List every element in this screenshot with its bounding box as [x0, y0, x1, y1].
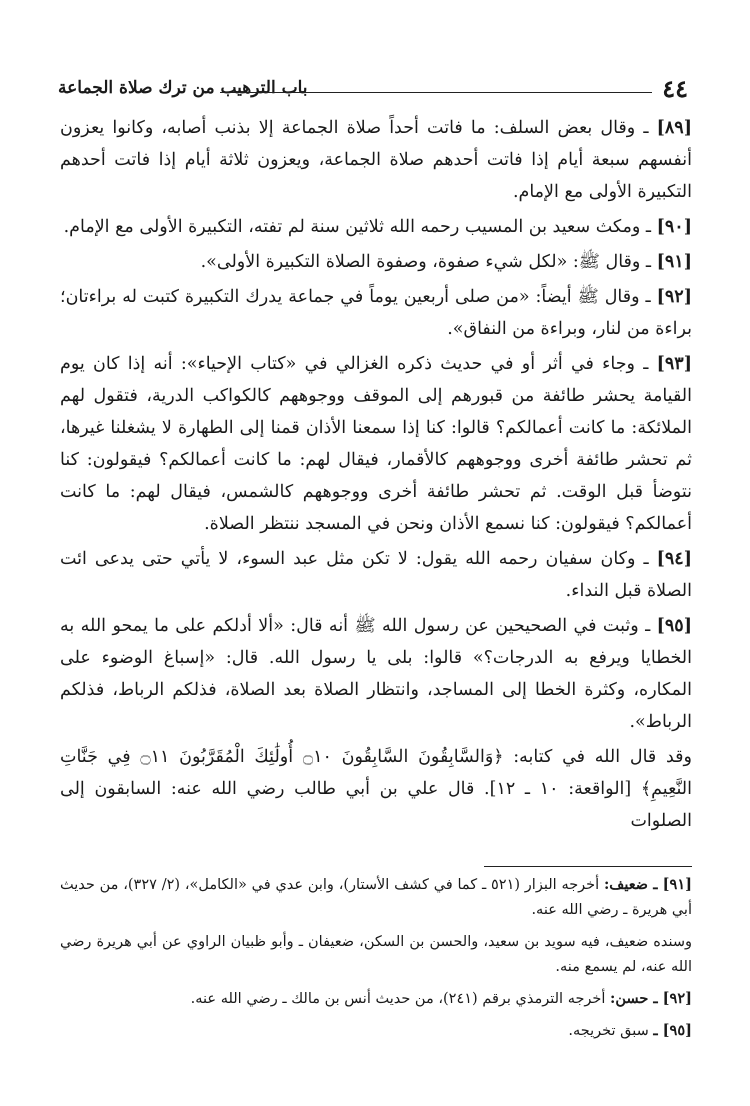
paragraph-number: [٩٠]: [656, 217, 692, 237]
footnote-text: أخرجه الترمذي برقم (٢٤١)، من حديث أنس بن مالك ـ رضي الله عنه.: [190, 991, 611, 1007]
paragraph-number: [٩٥]: [656, 616, 692, 636]
paragraph-text: وقد قال الله في كتابه: ﴿وَالسَّابِقُونَ السَّابِقُونَ ۝١٠ أُولَٰئِكَ الْمُقَرَّبُونَ ۝١١ فِي جَنَّاتِ النَّعِيمِ﴾ [الواقعة: ١٠ ـ ١٢]. قال علي بن أبي طالب رضي الله عنه: السابقون إلى الصلوات: [60, 747, 692, 831]
page-header: [58, 68, 688, 108]
paragraph-text: ـ وكان سفيان رحمه الله يقول: لا تكن مثل عبد السوء، لا يأتي حتى يدعى ائت الصلاة قبل النداء.: [60, 549, 692, 601]
footnote-91-cont: [60, 929, 692, 980]
paragraph-number: [٩٤]: [656, 549, 692, 569]
footnote-95: [60, 1018, 692, 1044]
paragraph-92: [60, 281, 692, 345]
paragraph-89: [60, 112, 692, 208]
paragraph-number: [٩١]: [656, 252, 692, 272]
paragraph-93: [60, 348, 692, 540]
footnote-label: [٩١] ـ ضعيف:: [603, 876, 692, 893]
running-title: باب الترهيب من ترك صلاة الجماعة: [58, 78, 308, 98]
paragraph-text: ـ وقال ﷺ: «لكل شيء صفوة، وصفوة الصلاة التكبيرة الأولى».: [200, 252, 657, 272]
paragraph-text: ـ وقال بعض السلف: ما فاتت أحداً صلاة الجماعة إلا بذنب أصابه، وكانوا يعزون أنفسهم سبعة أيام إذا فاتت أحدهم صلاة الجماعة، ويعزون ثلاثة أيام إذا فاتت أحدهم التكبيرة الأولى مع الإمام.: [60, 118, 692, 202]
main-text: [60, 112, 692, 840]
paragraph-number: [٩٢]: [656, 287, 692, 307]
footnotes: [60, 872, 692, 1050]
footnote-label: [٩٢] ـ حسن:: [610, 990, 692, 1007]
paragraph-text: ـ ومكث سعيد بن المسيب رحمه الله ثلاثين سنة لم تفته، التكبيرة الأولى مع الإمام.: [63, 217, 657, 237]
footnote-text: أخرجه البزار (٥٢١ ـ كما في كشف الأستار)، وابن عدي في «الكامل»، (٢/ ٣٢٧)، من حديث أبي هريرة ـ رضي الله عنه.: [60, 877, 692, 918]
footnote-text: سبق تخريجه.: [568, 1023, 654, 1039]
header-rule: [220, 92, 652, 93]
footnote-text: وسنده ضعيف، فيه سويد بن سعيد، والحسن بن السكن، ضعيفان ـ وأبو ظبيان الراوي عن أبي هريرة رضي الله عنه، لم يسمع منه.: [60, 934, 692, 975]
paragraph-94: [60, 543, 692, 607]
footnote-rule: [484, 866, 692, 867]
footnote-label: [٩٥] ـ: [653, 1022, 692, 1039]
footnote-91: [60, 872, 692, 923]
footnote-92: [60, 986, 692, 1012]
paragraph-number: [٨٩]: [656, 118, 692, 138]
paragraph-text: ـ وثبت في الصحيحين عن رسول الله ﷺ أنه قال: «ألا أدلكم على ما يمحو الله به الخطايا ويرفع به الدرجات؟» قالوا: بلى يا رسول الله. قال: «إسباغ الوضوء على المكاره، وكثرة الخطا إلى المساجد، وانتظار الصلاة بعد الصلاة، فذلكم الرباط، فذلكم الرباط».: [60, 616, 692, 732]
paragraph-95: [60, 610, 692, 738]
paragraph-90: [60, 211, 692, 243]
paragraph-91: [60, 246, 692, 278]
paragraph-quran: [60, 741, 692, 837]
page-number: ٤٤: [662, 74, 688, 103]
paragraph-text: ـ وقال ﷺ أيضاً: «من صلى أربعين يوماً في جماعة يدرك التكبيرة كتبت له براءتان؛ براءة من لنار، وبراءة من النفاق».: [60, 287, 692, 339]
paragraph-text: ـ وجاء في أثر أو في حديث ذكره الغزالي في «كتاب الإحياء»: أنه إذا كان يوم القيامة يحشر طائفة من قبورهم إلى الموقف ووجوههم كالكواكب الدرية، فتقول لهم الملائكة: ما كانت أعمالكم؟ قالوا: كنا إذا سمعنا الأذان قمنا إلى الطهارة لا يشغلنا غيرها، ثم تحشر طائفة أخرى ووجوههم كالأقمار، فيقال لهم: ما كانت أعمالكم؟ فيقولون: كنا نتوضأ قبل الوقت. ثم تحشر طائفة أخرى ووجوههم كالشمس، فيقال لهم: ما كانت أعمالكم؟ فيقولون: كنا نسمع الأذان ونحن في المسجد ننتظر الصلاة.: [60, 354, 692, 534]
paragraph-number: [٩٣]: [656, 354, 692, 374]
